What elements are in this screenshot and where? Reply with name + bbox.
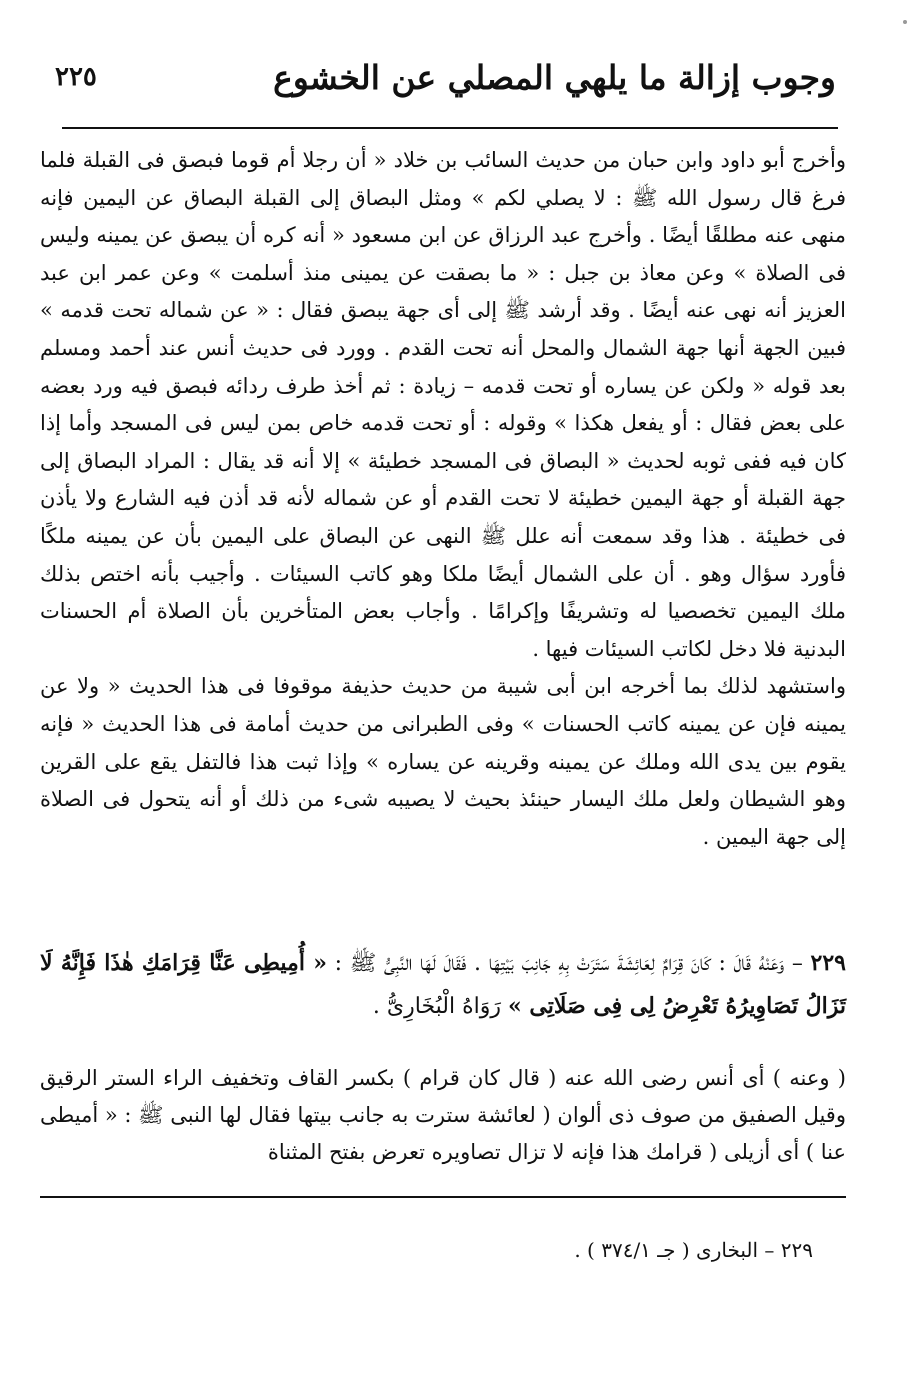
page-number: ٢٢٥ [55,62,97,92]
commentary [40,1060,846,1171]
page-header [55,58,836,118]
hadith-number: ٢٢٩ [810,950,846,976]
paragraph: واستشهد لذلك بما أخرجه ابن أبى شيبة من حديث حذيفة موقوفا فى هذا الحديث « ولا عن يمينه فإن عن يمينه كاتب الحسنات » وفى الطبرانى من حديث أمامة فى هذا الحديث « فإنه يقوم بين يدى الله وملك عن يمينه وقرينه عن يساره » وإذا ثبت هذا فالتفل يقع على القرين وهو الشيطان ولعل ملك اليسار حينئذ بحيث لا يصيبه شىء من ذلك أو أنه يتحول فى الصلاة إلى جهة اليمين . [40,674,846,849]
header-divider [62,127,838,129]
hadith-attribution: رَوَاهُ الْبُخَارِىُّ . [372,994,501,1019]
hadith-saying: « أُمِيطِى عَنَّا قِرَامَكِ هٰذَا فَإِنَّهُ لَا تَزَالُ تَصَاوِيرُهُ تَعْرِضُ لِى فِى صَلَاتِى » [40,950,846,1019]
scan-mark [903,20,907,24]
hadith-text [40,942,846,1028]
hadith-intro: – وَعَنْهُ قَالَ : كَانَ قِرَامٌ لِعَائِشَةَ سَتَرَتْ بِهِ جَانِبَ بَيْتِهَا . فَقَالَ لَهَا النَّبِىُّ ﷺ : [334,951,803,976]
running-title: وجوب إزالة ما يلهي المصلي عن الخشوع [273,58,836,97]
hadith-block [40,942,846,1028]
main-text [40,142,846,856]
footnote: ٢٢٩ – البخارى ( جـ ٣٧٤/١ ) . [574,1238,813,1262]
commentary-text: ( وعنه ) أى أنس رضى الله عنه ( قال كان قرام ) بكسر القاف وتخفيف الراء الستر الرقيق وقيل الصفيق من صوف ذى ألوان ( لعائشة سترت به جانب بيتها فقال لها النبى ﷺ : « أميطى عنا ) أى أزيلى ( قرامك هذا فإنه لا تزال تصاويره تعرض بفتح المثناة [40,1066,846,1164]
paragraph: وأخرج أبو داود وابن حبان من حديث السائب بن خلاد « أن رجلا أم قوما فبصق فى القبلة فلما فرغ قال رسول الله ﷺ : لا يصلي لكم » ومثل البصاق إلى القبلة البصاق عن اليمين فإنه منهى عنه مطلقًا أيضًا . وأخرج عبد الرزاق عن ابن مسعود « أنه كره أن يبصق عن يمينه وليس فى الصلاة » وعن معاذ بن جبل : « ما بصقت عن يمينى منذ أسلمت » وعن عمر ابن عبد العزيز أنه نهى عنه أيضًا . وقد أرشد ﷺ إلى أى جهة يبصق فقال : « عن شماله تحت قدمه » فبين الجهة أنها جهة الشمال والمحل أنه تحت القدم . وورد فى حديث أنس عند أحمد ومسلم بعد قوله « ولكن عن يساره أو تحت قدمه – زيادة : ثم أخذ طرف ردائه فبصق فيه ورد بعضه على بعض فقال : أو يفعل هكذا » وقوله : أو تحت قدمه خاص بمن ليس فى المسجد وأما إذا كان فيه ففى ثوبه لحديث « البصاق فى المسجد خطيئة » إلا أنه قد يقال : المراد البصاق إلى جهة القبلة أو جهة اليمين خطيئة لا تحت القدم أو عن شماله لأنه قد أذن فيه الشارع ولا يأذن فى خطيئة . هذا وقد سمعت أنه علل ﷺ النهى عن البصاق على اليمين بأن عن يمينه ملكًا فأورد سؤال وهو . أن على الشمال أيضًا ملكا وهو كاتب السيئات . وأجيب بأنه اختص بذلك ملك اليمين تخصصيا له وتشريفًا وإكرامًا . وأجاب بعض المتأخرين بأن الصلاة أم الحسنات البدنية فلا دخل لكاتب السيئات فيها . [40,148,846,661]
footnote-divider [40,1196,846,1198]
